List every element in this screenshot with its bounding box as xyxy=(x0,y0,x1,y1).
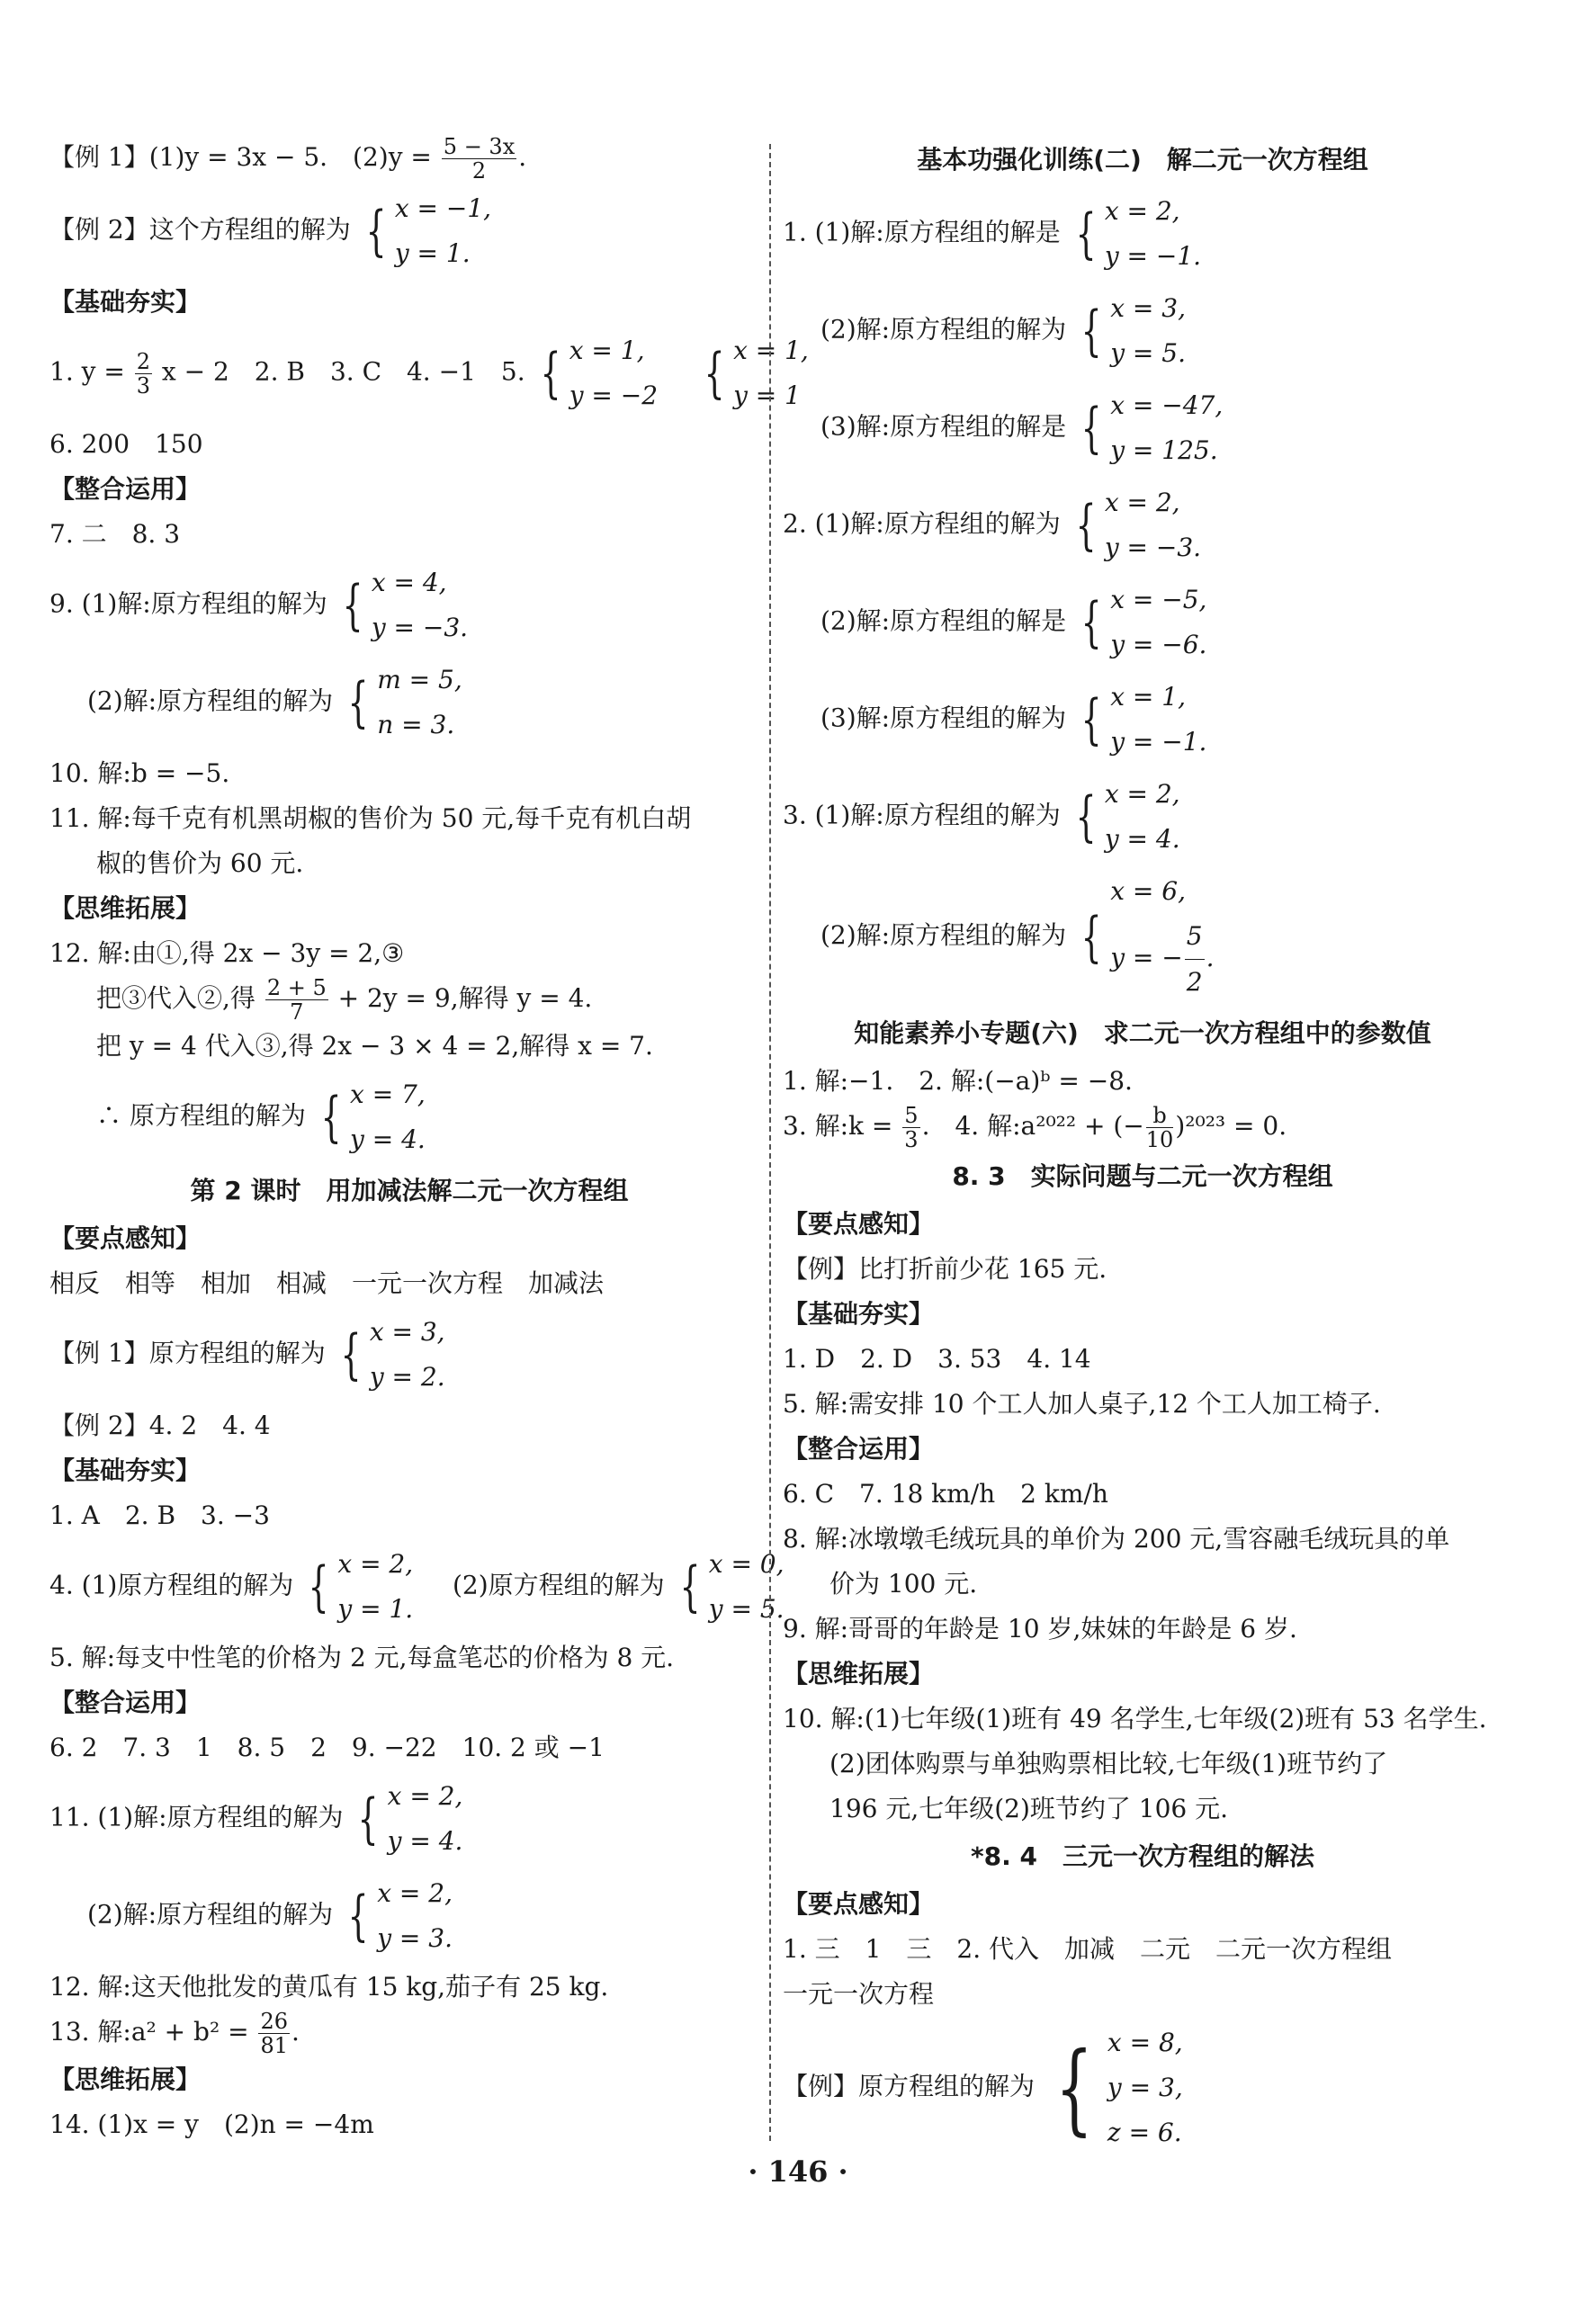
answer-line: (3)解:原方程组的解为 { x = 1, y = −1. xyxy=(783,671,1502,768)
answer-line: 11. 解:每千克有机黑胡椒的售价为 50 元,每千克有机白胡 xyxy=(49,803,692,833)
equation-system: { x = 3, y = 2. xyxy=(340,1317,445,1392)
answer-line: 5. 解:每支中性笔的价格为 2 元,每盒笔芯的价格为 8 元. xyxy=(49,1643,675,1672)
section-heading: 【整合运用】 xyxy=(783,1434,935,1464)
answer-line: 【例】原方程组的解为 { x = 8, y = 3, z = 6. xyxy=(783,2017,1502,2159)
fraction: $\frac{5}{2}$ xyxy=(1185,914,1205,1005)
answer-line: 1. y = $\frac{2}{3}$ x − 2 2. B 3. C 4. −1 5. { x = 1, y = −2 { x = 1, y = 1 xyxy=(49,325,769,422)
answer-line: 10. 解:b = −5. xyxy=(49,758,230,788)
answer-line: 相反 相等 相加 相减 一元一次方程 加减法 xyxy=(49,1268,605,1298)
topic-title: 知能素养小专题(六) 求二元一次方程组中的参数值 xyxy=(854,1018,1431,1048)
equation-system: { x = 7, y = 4. xyxy=(320,1079,426,1154)
answer-line: 3. 解:k = $\frac{5}{3}$ . 4. 解:a²⁰²² + (− $\frac{b}{10}$ )²⁰²³ = 0. xyxy=(783,1103,1287,1152)
answer-line: ∴ 原方程组的解为 { x = 7, y = 4. xyxy=(49,1069,769,1166)
answer-line: 2. (1)解:原方程组的解为 { x = 2, y = −3. xyxy=(783,477,1502,574)
answer-line: 6. C 7. 18 km/h 2 km/h xyxy=(783,1479,1108,1509)
answer-line: 11. (1)解:原方程组的解为 { x = 2, y = 4. xyxy=(49,1770,769,1868)
answer-line: 10. 解:(1)七年级(1)班有 49 名学生,七年级(2)班有 53 名学生. xyxy=(783,1704,1487,1733)
equation-system: { x = 3, y = 5. xyxy=(1080,293,1186,368)
right-column xyxy=(783,135,1502,2159)
section-heading: 【思维拓展】 xyxy=(49,2065,202,2094)
equation-system: { x = 1, y = −2 xyxy=(540,336,659,410)
lesson-title: 第 2 课时 用加减法解二元一次方程组 xyxy=(190,1176,629,1205)
equation-system: { x = 2, y = 4. xyxy=(358,1781,463,1856)
answer-line: (2)解:原方程组的解为 { x = 6, y = − $\frac{5}{2}$ . xyxy=(783,865,1502,1008)
answer-line: 把③代入②,得 $\frac{2 + 5}{7}$ + 2y = 9,解得 y = 4. xyxy=(96,975,593,1025)
section-heading: 【要点感知】 xyxy=(783,1889,935,1919)
answer-line: 1. (1)解:原方程组的解是 { x = 2, y = −1. xyxy=(783,185,1502,282)
answer-line: 价为 100 元. xyxy=(829,1569,978,1599)
answer-line: 12. 解:这天他批发的黄瓜有 15 kg,茄子有 25 kg. xyxy=(49,1972,609,2002)
section-heading: 【基础夯实】 xyxy=(49,1456,202,1485)
answer-line: 12. 解:由①,得 2x − 3y = 2,③ xyxy=(49,938,405,968)
answer-line: 一元一次方程 xyxy=(783,1979,935,2009)
answer-line: (2)解:原方程组的解为 { x = 2, y = 3. xyxy=(49,1868,769,1965)
section-heading: 【思维拓展】 xyxy=(783,1659,935,1688)
equation-system: { x = 2, y = −1. xyxy=(1075,196,1202,271)
column-divider xyxy=(769,144,771,2141)
answer-line: 9. 解:哥哥的年龄是 10 岁,妹妹的年龄是 6 岁. xyxy=(783,1614,1297,1644)
example-2: 【例 2】这个方程组的解为 { x = −1, y = 1. xyxy=(49,183,769,280)
equation-system: { x = 2, y = 1. xyxy=(308,1549,414,1624)
fraction: $\frac{2 + 5}{7}$ xyxy=(266,975,327,1025)
answer-line: (2)解:原方程组的解是 { x = −5, y = −6. xyxy=(783,574,1502,671)
section-heading: 【整合运用】 xyxy=(49,1688,202,1717)
answer-line: 7. 二 8. 3 xyxy=(49,519,181,549)
section-heading: 【思维拓展】 xyxy=(49,893,202,923)
section-heading: 【要点感知】 xyxy=(783,1209,935,1239)
answer-line: 196 元,七年级(2)班节约了 106 元. xyxy=(829,1794,1229,1823)
section-heading: 【基础夯实】 xyxy=(49,287,202,317)
equation-system: { x = 0, y = 5. xyxy=(679,1549,785,1624)
answer-line: 13. 解:a² + b² = $\frac{26}{81}$ . xyxy=(49,2009,300,2058)
answer-line: 椒的售价为 60 元. xyxy=(96,848,304,878)
equation-system: { x = 8, y = 3, z = 6. xyxy=(1054,2028,1183,2147)
answer-line: (2)团体购票与单独购票相比较,七年级(1)班节约了 xyxy=(829,1749,1388,1778)
fraction: $\frac{2}{3}$ xyxy=(136,348,150,399)
equation-system: { x = 6, y = − $\frac{5}{2}$ . xyxy=(1074,869,1214,1005)
answer-line: (2)解:原方程组的解为 { m = 5, n = 3. xyxy=(49,654,769,751)
answer-line: 6. 200 150 xyxy=(49,429,203,459)
fraction: $\frac{26}{81}$ xyxy=(260,2009,289,2058)
fraction: $\frac{5}{3}$ xyxy=(904,1103,919,1152)
section-title: 8. 3 实际问题与二元一次方程组 xyxy=(952,1161,1333,1191)
answer-line: (2)解:原方程组的解为 { x = 3, y = 5. xyxy=(783,282,1502,380)
equation-system: { x = 1, y = 1 xyxy=(704,336,809,410)
section-heading: 【整合运用】 xyxy=(49,474,202,504)
answer-line: 1. D 2. D 3. 53 4. 14 xyxy=(783,1344,1091,1374)
answer-line: 6. 2 7. 3 1 8. 5 2 9. −22 10. 2 或 −1 xyxy=(49,1733,605,1762)
equation-system: { x = −5, y = −6. xyxy=(1080,585,1207,659)
answer-line: 1. 三 1 三 2. 代入 加减 二元 二元一次方程组 xyxy=(783,1934,1393,1964)
equation-system: { x = −47, y = 125. xyxy=(1080,390,1224,465)
section-heading: 【基础夯实】 xyxy=(783,1299,935,1329)
section-heading: 【要点感知】 xyxy=(49,1223,202,1253)
answer-line: 1. 解:−1. 2. 解:(−a)ᵇ = −8. xyxy=(783,1066,1133,1096)
answer-line: 把 y = 4 代入③,得 2x − 3 × 4 = 2,解得 x = 7. xyxy=(96,1031,653,1061)
section-title: *8. 4 三元一次方程组的解法 xyxy=(971,1841,1314,1871)
answer-line: 【例】比打折前少花 165 元. xyxy=(783,1254,1107,1284)
training-title: 基本功强化训练(二) 解二元一次方程组 xyxy=(917,145,1368,175)
equation-system: { x = 2, y = 4. xyxy=(1075,779,1180,854)
answer-line: 【例 1】原方程组的解为 { x = 3, y = 2. xyxy=(49,1306,769,1403)
answer-line: 3. (1)解:原方程组的解为 { x = 2, y = 4. xyxy=(783,768,1502,865)
left-column xyxy=(49,134,809,2147)
equation-system: { x = 4, y = −3. xyxy=(342,568,469,642)
equation-system: { x = 2, y = 3. xyxy=(347,1878,453,1953)
equation-system: { x = 1, y = −1. xyxy=(1080,682,1207,757)
answer-line: 5. 解:需安排 10 个工人加人桌子,12 个工人加工椅子. xyxy=(783,1389,1381,1419)
equation-system: { x = −1, y = 1. xyxy=(365,193,492,268)
equation-system: { m = 5, n = 3. xyxy=(347,665,462,739)
answer-line: 9. (1)解:原方程组的解为 { x = 4, y = −3. xyxy=(49,557,769,654)
equation-system: { x = 2, y = −3. xyxy=(1075,488,1202,562)
answer-line: 8. 解:冰墩墩毛绒玩具的单价为 200 元,雪容融毛绒玩具的单 xyxy=(783,1524,1450,1554)
fraction: $\frac{b}{10}$ xyxy=(1145,1103,1174,1152)
example-1: 【例 1】(1)y = 3x − 5. (2)y = $\frac{5 - 3x}{2}$ . xyxy=(49,134,527,184)
answer-line: 14. (1)x = y (2)n = −4m xyxy=(49,2109,374,2139)
answer-line: 4. (1)原方程组的解为 { x = 2, y = 1. (2)原方程组的解为 { x = 0, y = 5. xyxy=(49,1538,769,1635)
page-number: · 146 · xyxy=(748,2154,848,2189)
answer-line: 1. A 2. B 3. −3 xyxy=(49,1500,270,1530)
fraction: $\frac{5 - 3x}{2}$ xyxy=(443,134,516,184)
answer-line: 【例 2】4. 2 4. 4 xyxy=(49,1411,271,1440)
answer-line: (3)解:原方程组的解是 { x = −47, y = 125. xyxy=(783,380,1502,477)
